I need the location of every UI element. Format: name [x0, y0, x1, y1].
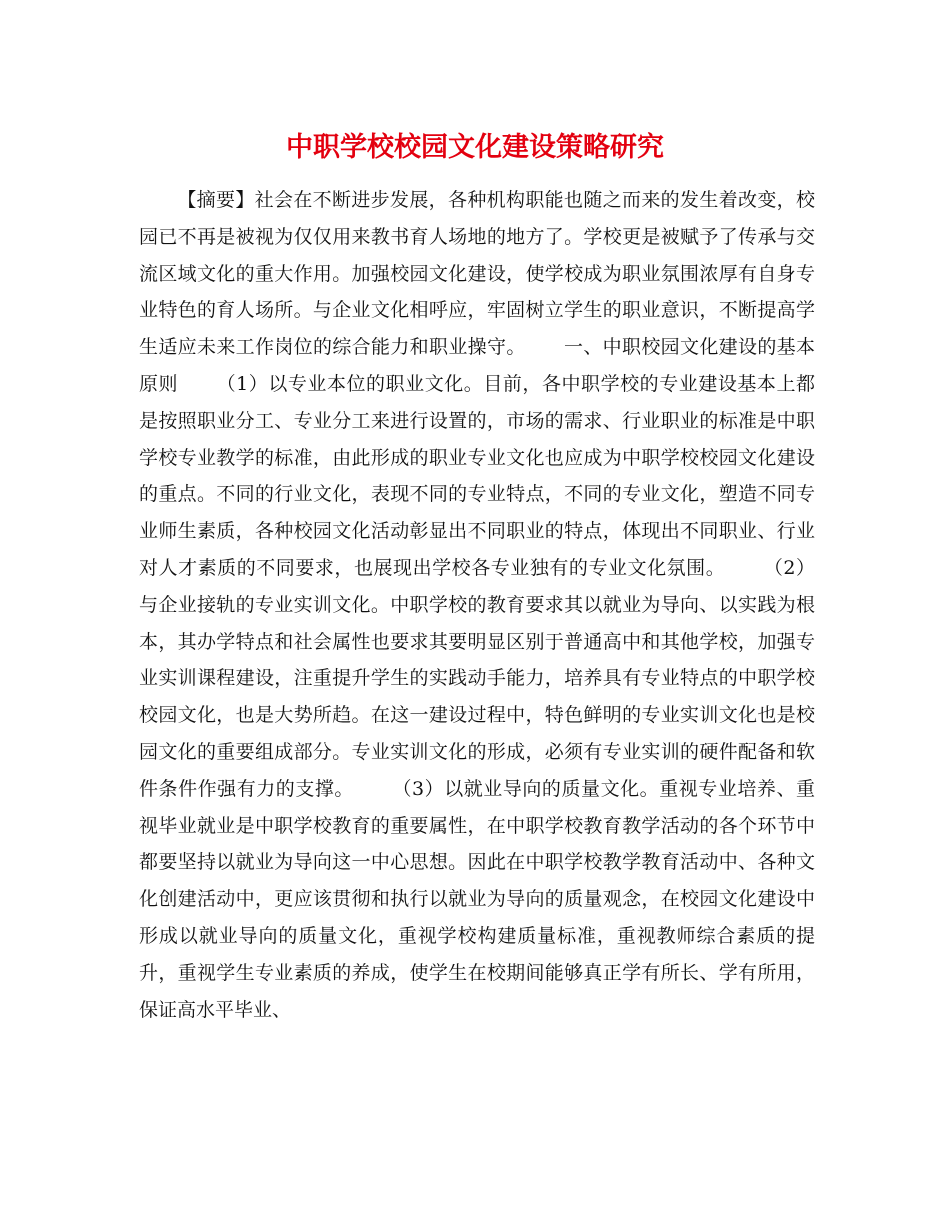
principle-two-text: （2）与企业接轨的专业实训文化。中职学校的教育要求其以就业为导向、以实践为根本，其办学特点和社会属性也要求其要明显区别于普通高中和其他学校，加强专业实训课程建设，注重提升学生的实践动手能力，培养具有专业特点的中职学校校园文化，也是大势所趋。在这一建设过程中，特色鲜明的专业实训文化也是校园文化的重要组成部分。专业实训文化的形成，必须有专业实训的硬件配备和软件条件作强有力的支撑。 — [139, 556, 815, 800]
section-heading-principles: 一、中职校园文化建设的基本原则 — [139, 336, 815, 395]
abstract-text: 【摘要】社会在不断进步发展，各种机构职能也随之而来的发生着改变，校园已不再是被视为仅仅用来教书育人场地的地方了。学校更是被赋予了传承与交流区域文化的重大作用。加强校园文化建设，使学校成为职业氛围浓厚有自身专业特色的育人场所。与企业文化相呼应，牢固树立学生的职业意识，不断提高学生适应未来工作岗位的综合能力和职业操守。 — [139, 189, 815, 359]
document-title: 中职学校校园文化建设策略研究 — [286, 132, 664, 163]
principle-three-text: （3）以就业导向的质量文化。重视专业培养、重视毕业就业是中职学校教育的重要属性，在中职学校教育教学活动的各个环节中都要坚持以就业为导向这一中心思想。因此在中职学校教学教育活动中、各种文化创建活动中，更应该贯彻和执行以就业为导向的质量观念，在校园文化建设中形成以就业导向的质量文化，重视学校构建质量标准，重视教师综合素质的提升，重视学生专业素质的养成，使学生在校期间能够真正学有所长、学有所用，保证高水平毕业、 — [139, 777, 815, 1021]
principle-one-text: （1）以专业本位的职业文化。目前，各中职学校的专业建设基本上都是按照职业分工、专业分工来进行设置的，市场的需求、行业职业的标准是中职学校专业教学的标准，由此形成的职业专业文化也应成为中职学校校园文化建设的重点。不同的行业文化，表现不同的专业特点，不同的专业文化，塑造不同专业师生素质，各种校园文化活动彰显出不同职业的特点，体现出不同职业、行业对人才素质的不同要求，也展现出学校各专业独有的专业文化氛围。 — [139, 372, 815, 579]
body-paragraph — [139, 182, 815, 1028]
